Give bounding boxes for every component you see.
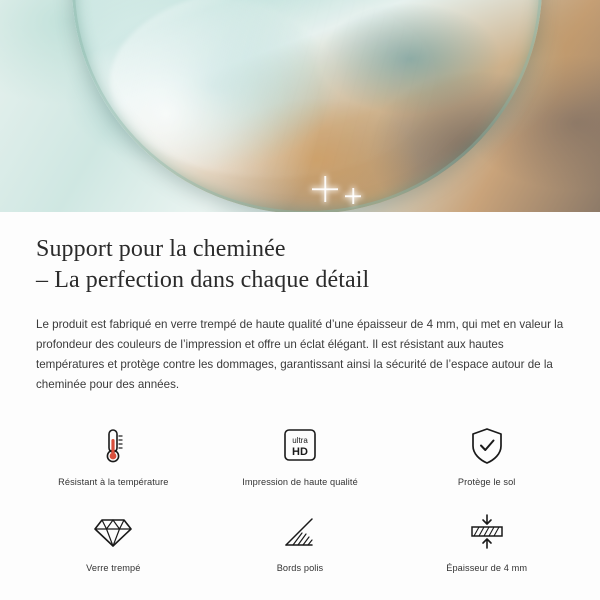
feature-item-tempered-glass [20, 503, 207, 585]
feature-label: Verre trempé [86, 563, 141, 574]
svg-text:HD: HD [292, 446, 308, 459]
svg-text:ultra: ultra [292, 436, 308, 446]
ultra-hd-icon [277, 423, 323, 469]
hero-product-image [0, 0, 600, 212]
title-line-2: – La perfection dans chaque détail [36, 266, 370, 293]
feature-label: Résistant à la température [58, 477, 169, 488]
feature-item-temperature-resistant [20, 417, 207, 499]
feature-label: Épaisseur de 4 mm [446, 563, 528, 574]
text-content [0, 212, 600, 395]
feature-item-polished-edges [207, 503, 394, 585]
product-description: Le produit est fabriqué en verre trempé de haute qualité d’une épaisseur de 4 mm, qui met en valeur la profondeur des couleurs de l’impression et offre un éclat élégant. Il est résistant aux hautes températures et protège contre les dommages, garantissant ainsi la sécurité de l’espace autour de la cheminée pour des années. [36, 318, 564, 392]
polished-edges-icon [277, 509, 323, 555]
shield-check-icon [464, 423, 510, 469]
feature-label: Impression de haute qualité [242, 477, 358, 488]
diamond-icon [90, 509, 136, 555]
feature-item-floor-protection [393, 417, 580, 499]
feature-item-print-quality [207, 417, 394, 499]
feature-grid [0, 417, 600, 585]
feature-label: Protège le sol [457, 477, 516, 488]
feature-label: Bords polis [276, 563, 324, 574]
title-line-1: Support pour la cheminée [36, 236, 286, 262]
thickness-arrows-icon [464, 509, 510, 555]
thermometer-icon [90, 423, 136, 469]
page-title [36, 234, 564, 295]
feature-item-thickness [393, 503, 580, 585]
